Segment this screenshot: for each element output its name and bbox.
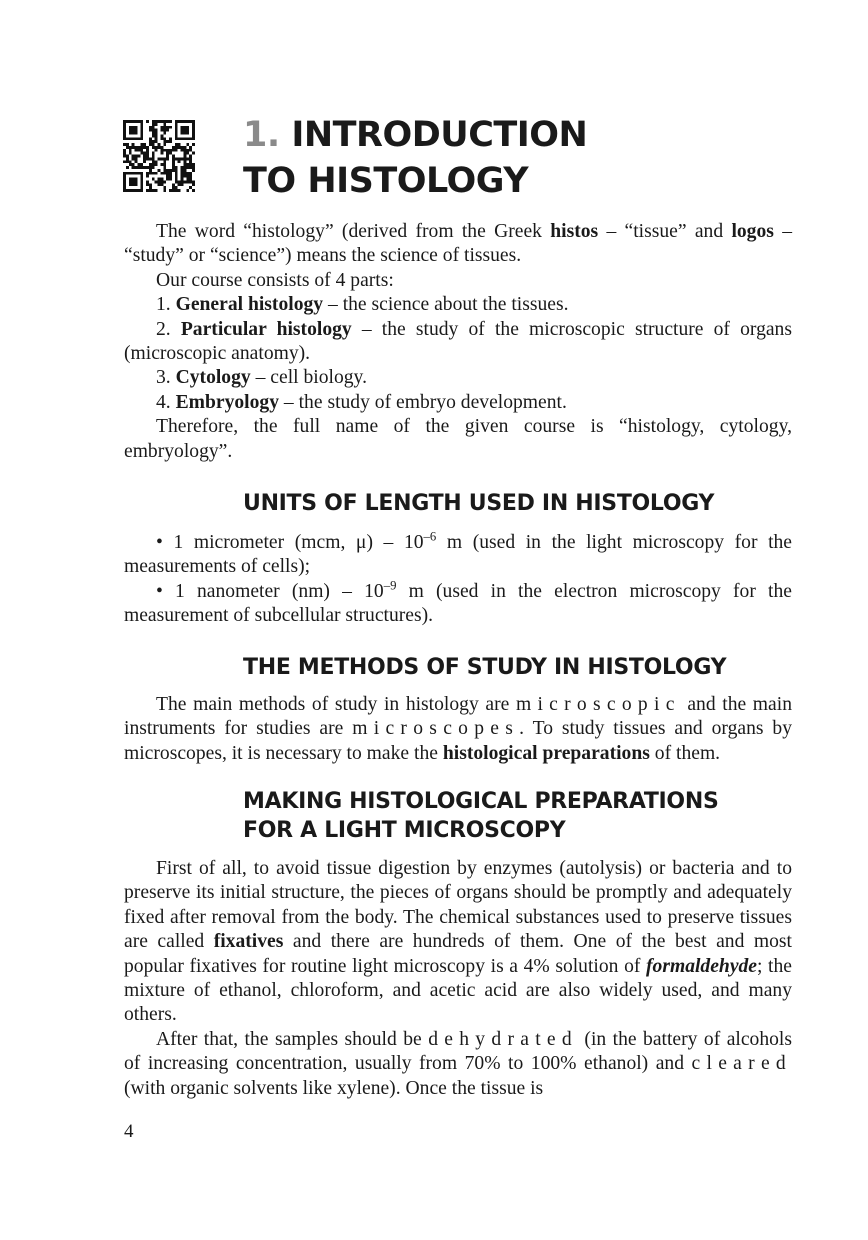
heading-making bbox=[243, 787, 719, 845]
chapter-number: 1. bbox=[243, 115, 280, 155]
chapter-title-line1: INTRODUCTION bbox=[291, 115, 588, 155]
text-run: of them. bbox=[649, 742, 721, 764]
paragraph bbox=[124, 415, 792, 464]
text-run: • 1 nanometer (nm) – 10 bbox=[156, 580, 384, 602]
heading-making-line1: MAKING HISTOLOGICAL PREPARATIONS bbox=[243, 789, 719, 814]
text-run: 2. bbox=[156, 318, 181, 340]
exponent: –6 bbox=[423, 529, 437, 544]
text-run: (in the battery of alcohols of increasing concentration, usually from 70% to 100% ethanol) and bbox=[124, 1028, 792, 1075]
units-section bbox=[124, 531, 792, 629]
heading-units: UNITS OF LENGTH USED IN HISTOLOGY bbox=[243, 491, 715, 516]
bold-term: Cytology bbox=[175, 367, 251, 389]
text-run: and there are hundreds of them. One of the best and most popular fixatives for routine light microscopy is a 4% solution of bbox=[124, 931, 792, 977]
bold-term: General histology bbox=[175, 294, 324, 316]
page-number: 4 bbox=[124, 1121, 134, 1142]
text-run: 1. bbox=[156, 294, 176, 316]
text-run: ; the mixture of ethanol, chloroform, and acetic acid are also widely used, and many others. bbox=[124, 955, 792, 1026]
text-run: – cell biology. bbox=[250, 367, 367, 389]
paragraph bbox=[124, 857, 792, 1028]
spaced-term: microscopes bbox=[352, 718, 520, 740]
spaced-term: microscopic bbox=[515, 694, 681, 715]
methods-section bbox=[124, 693, 792, 766]
paragraph bbox=[124, 269, 792, 293]
bold-term: fixatives bbox=[213, 931, 284, 953]
bold-term: histos bbox=[550, 221, 599, 242]
bold-term: Particular histology bbox=[180, 318, 352, 340]
text-run: • 1 micrometer (mcm, μ) – 10 bbox=[156, 532, 424, 553]
text-run: – the science about the tissues. bbox=[323, 294, 569, 316]
text-run: – “study” or “science”) means the science of tissues. bbox=[124, 221, 792, 267]
making-section bbox=[124, 857, 792, 1101]
paragraph bbox=[124, 391, 792, 415]
paragraph bbox=[124, 366, 792, 390]
paragraph bbox=[124, 531, 792, 580]
heading-making-line2: FOR A LIGHT MICROSCOPY bbox=[243, 818, 566, 843]
paragraph bbox=[124, 293, 792, 317]
exponent: –9 bbox=[383, 578, 397, 593]
bold-term: histological preparations bbox=[442, 742, 650, 764]
paragraph bbox=[124, 318, 792, 367]
text-run: The word “histology” (derived from the Greek bbox=[156, 221, 551, 242]
paragraph bbox=[124, 580, 792, 629]
text-run: Therefore, the full name of the given course is “histology, cytology, embryology”. bbox=[124, 416, 792, 462]
text-run: The main methods of study in histology are bbox=[156, 694, 516, 715]
paragraph bbox=[124, 220, 792, 269]
text-run: and the main instruments for studies are bbox=[124, 694, 792, 740]
chapter-title-line2: TO HISTOLOGY bbox=[243, 161, 529, 201]
paragraph bbox=[124, 1028, 792, 1101]
text-run: – the study of the microscopic structure of organs (microscopic anatomy). bbox=[124, 318, 792, 365]
bold-term: Embryology bbox=[175, 391, 280, 413]
text-run: – “tissue” and bbox=[598, 221, 732, 242]
spaced-term: cleared bbox=[691, 1053, 792, 1075]
paragraph bbox=[124, 693, 792, 766]
intro-section bbox=[124, 220, 792, 464]
text-run: . To study tissues and organs by microscopes, it is necessary to make the bbox=[124, 718, 792, 764]
text-run: (with organic solvents like xylene). Once the tissue is bbox=[124, 1077, 544, 1099]
bold-term: logos bbox=[731, 221, 774, 242]
heading-methods: THE METHODS OF STUDY IN HISTOLOGY bbox=[243, 655, 727, 680]
text-run: 4. bbox=[156, 391, 176, 413]
text-run: – the study of embryo development. bbox=[279, 391, 567, 413]
text-run: m (used in the electron microscopy for the measurement of subcellular structures). bbox=[124, 580, 792, 627]
text-run: First of all, to avoid tissue digestion by enzymes (autolysis) or bacteria and to preserve its initial structure, the pieces of organs should be promptly and adequately fixed after removal from the body. The chemical substances used to preserve tissues are called bbox=[124, 858, 792, 953]
bold-italic-term: formaldehyde bbox=[646, 955, 758, 977]
spaced-term: dehydrated bbox=[428, 1028, 578, 1050]
text-run: After that, the samples should be bbox=[156, 1028, 429, 1050]
text-run: m (used in the light microscopy for the measurements of cells); bbox=[124, 532, 793, 578]
text-run: Our course consists of 4 parts: bbox=[156, 269, 394, 291]
chapter-title bbox=[243, 112, 587, 204]
qr-code bbox=[123, 120, 195, 192]
text-run: 3. bbox=[156, 367, 176, 389]
